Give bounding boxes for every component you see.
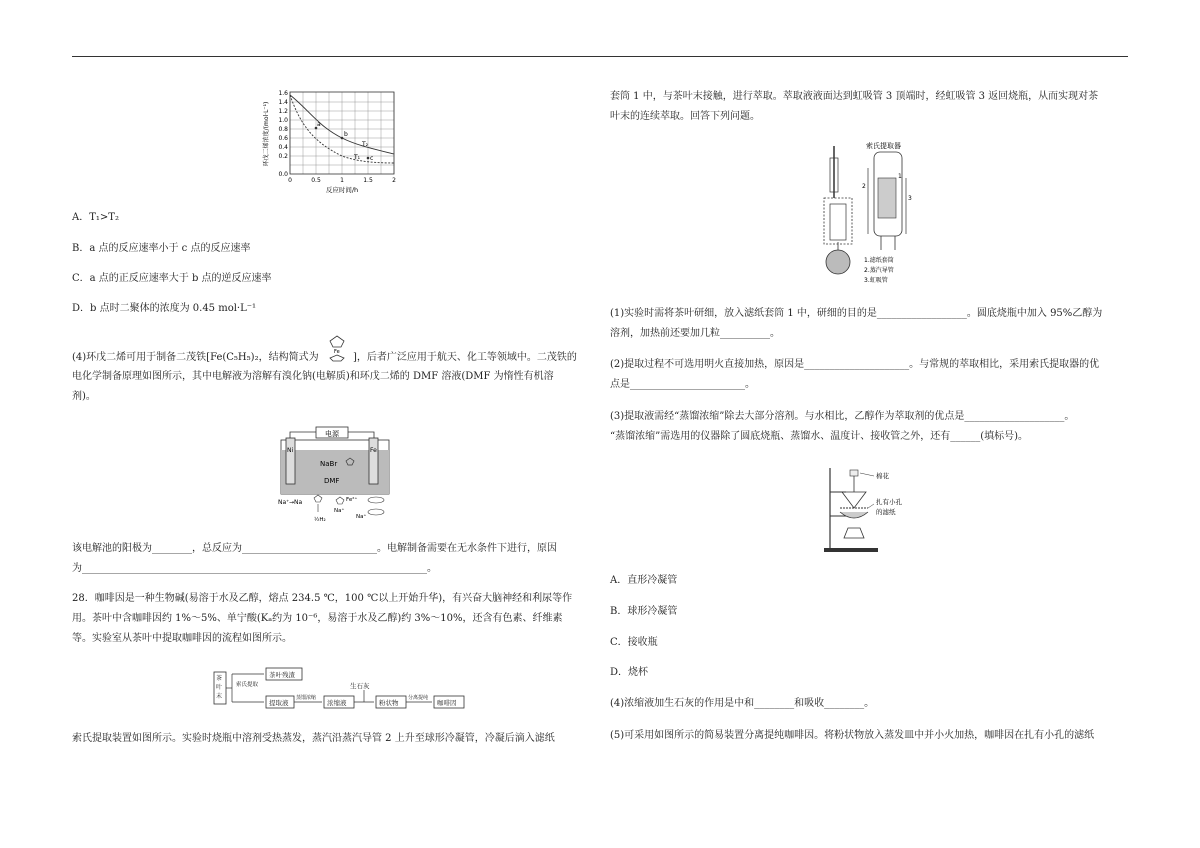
- q28-line3: 等。实验室从茶叶中提取咖啡因的流程如图所示。: [72, 633, 292, 644]
- flow-concentrate: 浓缩液: [327, 699, 347, 707]
- x-tick: 2: [392, 177, 396, 184]
- h2-label: ½H₂: [314, 517, 326, 523]
- soxhlet-apparatus-diagram: [816, 138, 916, 288]
- q4-line1a: (4)环戊二烯可用于制备二茂铁[Fe(C₅H₅)₂，结构简式为: [72, 352, 319, 363]
- q28-line2: 用。茶叶中含咖啡因约 1%～5%、单宁酸(Kₐ约为 10⁻⁶，易溶于水及乙醇)约 3%～10%，还含有色素、纤维素: [72, 613, 563, 624]
- point-a-label: a: [317, 121, 321, 128]
- r-option-c: C．接收瓶: [610, 637, 658, 648]
- curve-t2-label: T₂: [362, 141, 369, 148]
- q2-line2: 点是_______________________。: [610, 379, 755, 390]
- flow-product: 咖啡因: [437, 699, 457, 707]
- y-tick: 0.0: [278, 171, 288, 178]
- x-axis-label: 反应时间/h: [325, 186, 359, 194]
- legend-2: 2.蒸汽导管: [864, 267, 894, 274]
- option-a: A．T₁>T₂: [72, 212, 119, 223]
- q3-line2: “蒸馏浓缩”需选用的仪器除了圆底烧瓶、蒸馏水、温度计、接收管之外，还有______(填标号)。: [610, 431, 1029, 442]
- y-tick-labels: [278, 90, 288, 178]
- flow-step-soxhlet: 索氏提取: [236, 682, 259, 688]
- q1-line2: 溶剂，加热前还要加几粒__________。: [610, 328, 780, 339]
- curve-t1-label: T₁: [354, 154, 361, 161]
- y-tick: 1.4: [278, 99, 288, 106]
- option-c: C．a 点的正反应速率大于 b 点的逆反应速率: [72, 273, 272, 284]
- y-tick: 1.2: [278, 108, 288, 115]
- flow-residue: 茶叶残渣: [269, 671, 295, 679]
- fe-electrode-label: Fe: [370, 447, 377, 454]
- y-axis-label: 环戊二烯浓度/(mol·L⁻¹): [263, 101, 270, 167]
- legend-1: 1.滤纸套筒: [864, 257, 894, 264]
- ni-electrode-label: Ni: [287, 447, 294, 454]
- cotton-label: 棉花: [876, 472, 889, 480]
- label-3: 3: [908, 195, 912, 202]
- q4-line5: 为_____________________________________________________________________。: [72, 563, 437, 574]
- q4-line2: 电化学制备原理如图所示，其中电解液为溶解有溴化钠(电解质)和环戊二烯的 DMF 溶液(DMF 为惰性有机溶: [72, 371, 554, 382]
- legend-3: 3.虹吸管: [864, 277, 888, 284]
- q5-right: (5)可采用如图所示的简易装置分离提纯咖啡因。将粉状物放入蒸发皿中并小火加热，咖啡因在扎有小孔的滤纸: [610, 730, 1095, 741]
- q4-line3: 剂)。: [72, 391, 96, 402]
- na-label: →Na: [289, 499, 303, 506]
- q4-right: (4)浓缩液加生石灰的作用是中和________和吸收________。: [610, 698, 875, 709]
- header-rule: [72, 56, 1128, 57]
- y-tick: 0.2: [278, 153, 288, 160]
- y-tick: 1.6: [278, 90, 288, 97]
- flow-extract: 提取液: [269, 699, 289, 707]
- option-d: D．b 点时二聚体的浓度为 0.45 mol·L⁻¹: [72, 303, 257, 314]
- y-tick: 1.0: [278, 117, 288, 124]
- q4-line1b: ]，后者广泛应用于航天、化工等领域中。二茂铁的: [353, 352, 577, 363]
- y-tick: 0.6: [278, 135, 288, 142]
- svg-text:茶: 茶: [216, 675, 223, 682]
- q28-line1: 28．咖啡因是一种生物碱(易溶于水及乙醇，熔点 234.5 ℃，100 ℃以上开始升华)，有兴奋大脑神经和利尿等作: [72, 593, 573, 604]
- nabr-label: NaBr: [320, 460, 338, 468]
- flow-distill: 蒸馏浓缩: [296, 695, 317, 701]
- label-1: 1: [898, 173, 902, 180]
- q4-line4: 该电解池的阳极为________，总反应为___________________________。电解制备需要在无水条件下进行，原因: [72, 543, 557, 554]
- x-tick: 1: [340, 177, 344, 184]
- filter-paper-label-1: 扎有小孔: [876, 498, 902, 506]
- q2-line1: (2)提取过程不可选用明火直接加热，原因是_____________________。与常规的萃取相比，采用索氏提取器的优: [610, 359, 1100, 370]
- q3-line1: (3)提取液需经“蒸馏浓缩”除去大部分溶剂。与水相比，乙醇作为萃取剂的优点是____________________。: [610, 411, 1075, 422]
- na-plus-label-2: Na⁺: [334, 508, 345, 514]
- svg-text:末: 末: [216, 693, 223, 700]
- y-tick: 0.4: [278, 144, 288, 151]
- svg-text:Fe: Fe: [334, 349, 340, 355]
- x-tick: 0: [288, 177, 292, 184]
- q1-line1: (1)实验时需将茶叶研细，放入滤纸套筒 1 中，研细的目的是__________________。圆底烧瓶中加入 95%乙醇为: [610, 308, 1103, 319]
- y-tick: 0.8: [278, 126, 288, 133]
- svg-text:叶: 叶: [216, 684, 223, 691]
- point-b-label: b: [344, 131, 348, 138]
- flow-separate: 分离提纯: [408, 695, 429, 701]
- ferrocene-structure-icon: [326, 334, 348, 362]
- filter-paper-label-2: 的滤纸: [876, 508, 896, 516]
- r-option-a: A．直形冷凝管: [610, 575, 678, 586]
- r-option-b: B．球形冷凝管: [610, 606, 678, 617]
- dmf-label: DMF: [324, 477, 340, 485]
- right-line2: 叶末的连续萃取。回答下列问题。: [610, 111, 760, 122]
- fe2-label: Fe²⁺: [346, 497, 358, 503]
- x-tick: 0.5: [311, 177, 321, 184]
- concentration-time-chart: [258, 84, 408, 200]
- na-plus-label-3: Na⁺: [356, 514, 367, 520]
- x-tick: 1.5: [363, 177, 373, 184]
- flow-lime: 生石灰: [350, 682, 370, 690]
- soxhlet-intro: 索氏提取装置如图所示。实验时烧瓶中溶剂受热蒸发，蒸汽沿蒸汽导管 2 上升至球形冷凝管，冷凝后滴入滤纸: [72, 733, 555, 744]
- x-tick-labels: [288, 177, 396, 184]
- label-2: 2: [862, 183, 866, 190]
- sublimation-apparatus-diagram: [816, 464, 916, 556]
- extraction-flowchart: [212, 666, 482, 712]
- power-source-label: 电源: [325, 430, 339, 438]
- right-line1: 套筒 1 中，与茶叶末接触，进行萃取。萃取液液面达到虹吸管 3 顶端时，经虹吸管 3 返回烧瓶，从而实现对茶: [610, 91, 1099, 102]
- r-option-d: D．烧杯: [610, 667, 649, 678]
- point-c-label: c: [370, 155, 374, 162]
- soxhlet-title: 索氏提取器: [866, 142, 901, 150]
- flow-powder: 粉状物: [379, 699, 399, 707]
- na-plus-label: Na⁺: [278, 499, 290, 506]
- electrolysis-cell-diagram: [276, 424, 394, 528]
- option-b: B．a 点的反应速率小于 c 点的反应速率: [72, 243, 251, 254]
